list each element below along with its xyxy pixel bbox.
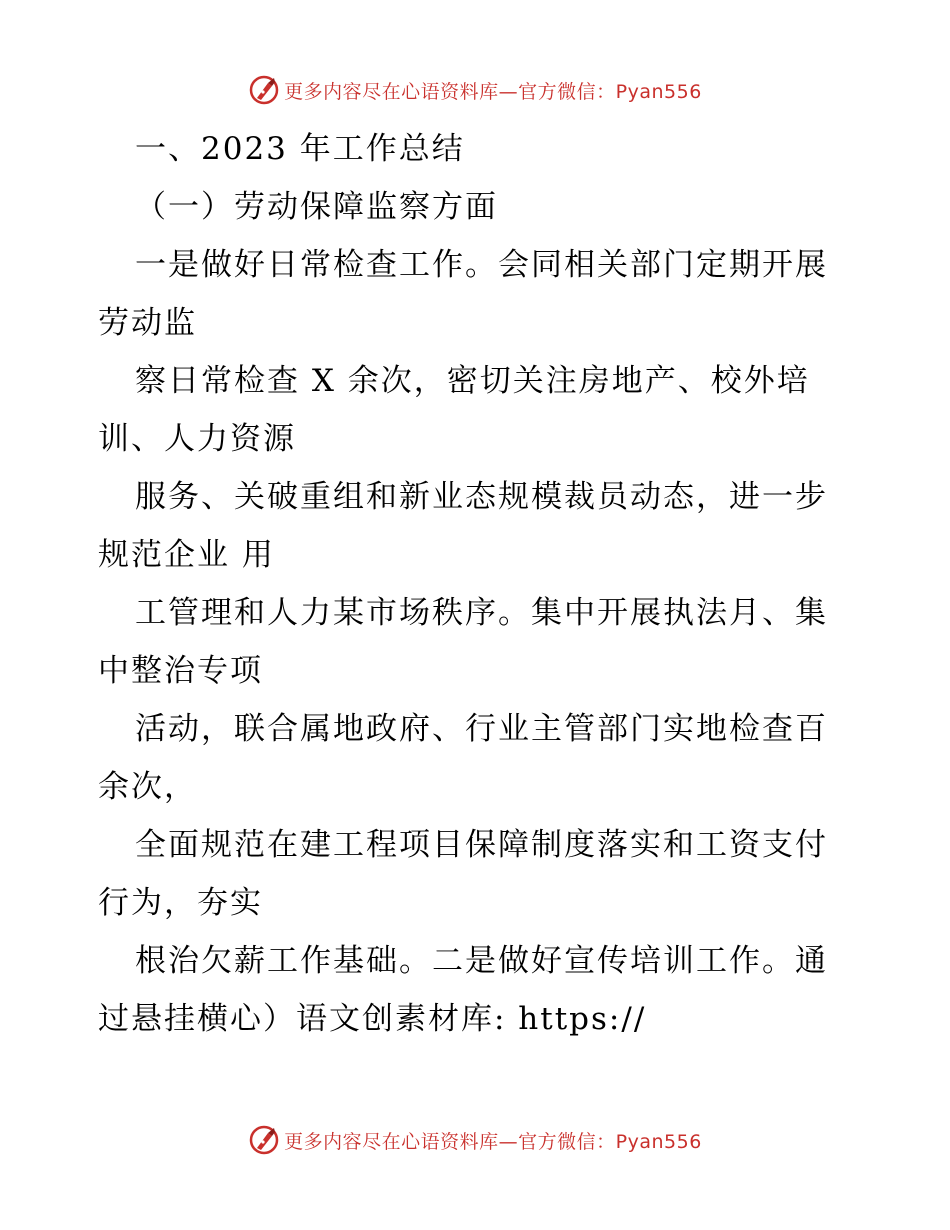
paragraph-line: 余次， [98,769,197,805]
paragraph-line: 根治欠薪工作基础。二是做好宣传培训工作。通 [135,943,828,979]
quill-pen-logo-icon [248,74,280,106]
paragraph-line: 工管理和人力某市场秩序。集中开展执法月、集 [135,595,828,631]
paragraph-line: 训、人力资源 [98,421,296,457]
paragraph-line: 行为，夯实 [98,885,263,921]
paragraph-line: 一是做好日常检查工作。会同相关部门定期开展 [135,247,828,283]
paragraph-line: 全面规范在建工程项目保障制度落实和工资支付 [135,827,828,863]
paragraph-line: 过悬挂横心）语文创素材库: https:// [98,1001,647,1037]
paragraph-line: 察日常检查 X 余次，密切关注房地产、校外培 [135,363,810,399]
quill-pen-logo-icon [248,1124,280,1156]
heading-2023-summary: 一、2023 年工作总结 [135,131,465,167]
header-watermark-text: 更多内容尽在心语资料库—官方微信：Pyan556 [284,80,702,103]
footer-watermark-text: 更多内容尽在心语资料库—官方微信：Pyan556 [284,1130,702,1153]
paragraph-line: 规范企业 用 [98,537,275,573]
header-watermark-banner [0,70,950,110]
subheading-labor-inspection: （一）劳动保障监察方面 [135,189,498,225]
paragraph-line: 活动，联合属地政府、行业主管部门实地检查百 [135,711,828,747]
paragraph-line: 劳动监 [98,305,197,341]
paragraph-line: 服务、关破重组和新业态规模裁员动态，进一步 [135,479,828,515]
paragraph-line: 中整治专项 [98,653,263,689]
footer-watermark-banner [0,1120,950,1160]
